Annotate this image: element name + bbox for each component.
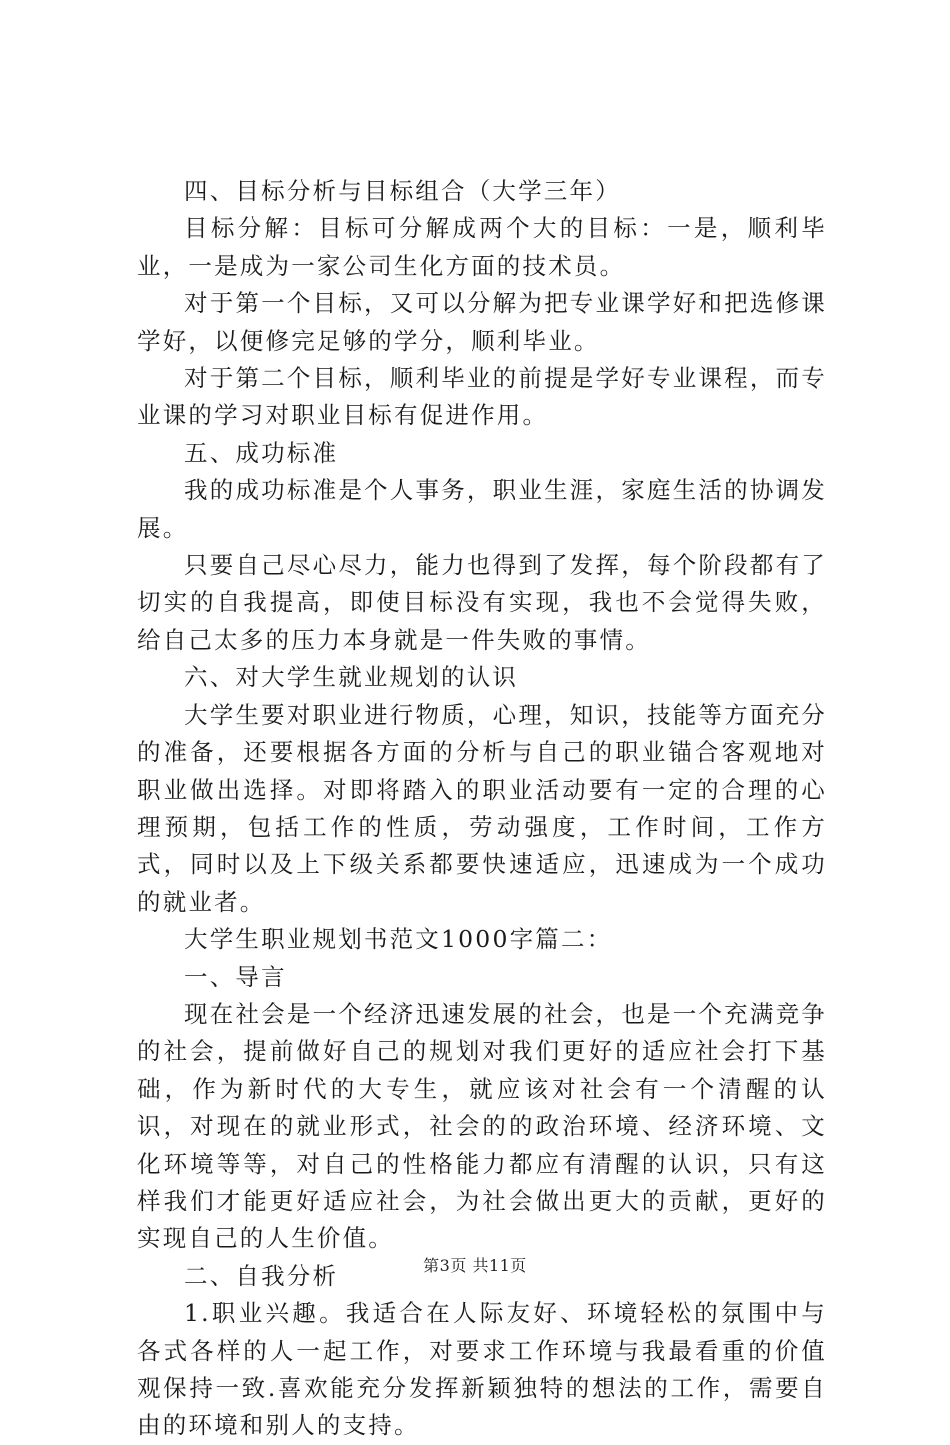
paragraph-introduction: 现在社会是一个经济迅速发展的社会，也是一个充满竞争的社会，提前做好自己的规划对我们更好的适应社会打下基础，作为新时代的大专生，就应该对社会有一个清醒的认识，对现在的就业形式，社会的的政治环境、经济环境、文化环境等等，对自己的性格能力都应有清醒的认识，只有这样我们才能更好适应社会，为社会做出更大的贡献，更好的实现自己的人生价值。 [137,999,827,1253]
heading-success-standard: 五、成功标准 [184,438,339,467]
paragraph-goal-decomposition: 目标分解：目标可分解成两个大的目标：一是，顺利毕业，一是成为一家公司生化方面的技术员。 [137,214,827,280]
paragraph-second-goal: 对于第二个目标，顺利毕业的前提是学好专业课程，而专业课的学习对职业目标有促进作用。 [137,364,827,430]
heading-self-analysis: 二、自我分析 [184,1261,339,1290]
paragraph-career-interest: 1.职业兴趣。我适合在人际友好、环境轻松的氛围中与各式各样的人一起工作，对要求工作环境与我最看重的价值观保持一致.喜欢能充分发挥新颖独特的想法的工作，需要自由的环境和别人的支持。 [137,1299,827,1440]
heading-career-planning-understanding: 六、对大学生就业规划的认识 [184,663,519,692]
page-number-footer: 第3页 共11页 [423,1256,527,1275]
heading-sample-two: 大学生职业规划书范文1000字篇二： [184,925,613,954]
document-body [137,173,827,1445]
paragraph-effort: 只要自己尽心尽力，能力也得到了发挥，每个阶段都有了切实的自我提高，即使目标没有实现，我也不会觉得失败，给自己太多的压力本身就是一件失败的事情。 [137,551,827,654]
paragraph-success-standard: 我的成功标准是个人事务，职业生涯，家庭生活的协调发展。 [137,476,827,542]
paragraph-first-goal: 对于第一个目标，又可以分解为把专业课学好和把选修课学好，以便修完足够的学分，顺利毕业。 [137,289,827,355]
heading-goal-analysis: 四、目标分析与目标组合（大学三年） [184,177,621,205]
paragraph-career-preparation: 大学生要对职业进行物质，心理，知识，技能等方面充分的准备，还要根据各方面的分析与自己的职业锚合客观地对职业做出选择。对即将踏入的职业活动要有一定的合理的心理预期，包括工作的性质，劳动强度，工作时间，工作方式，同时以及上下级关系都要快速适应，迅速成为一个成功的就业者。 [137,700,827,916]
heading-introduction: 一、导言 [184,962,287,991]
